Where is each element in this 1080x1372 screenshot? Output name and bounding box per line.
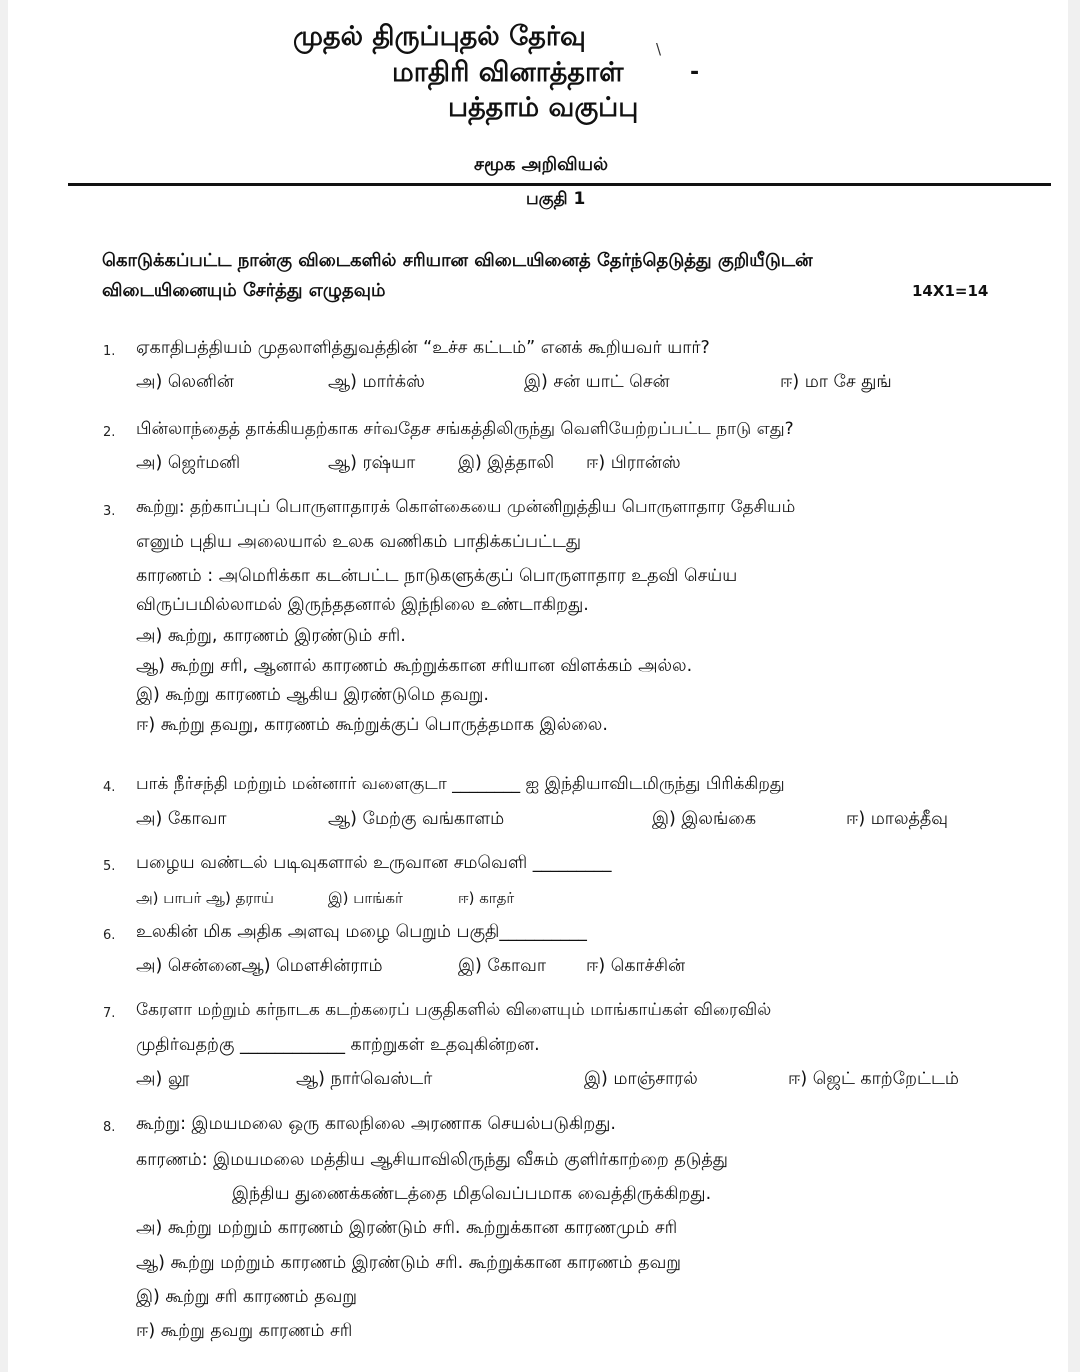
question-number: 6. [103,928,116,943]
option-c: இ) கூற்று காரணம் ஆகிய இரண்டுமெ தவறு. [136,685,489,705]
part-label: பகுதி 1 [526,189,586,209]
option-b: ஆ) மேற்கு வங்காளம் [328,809,505,829]
question-number: 8. [103,1120,116,1135]
header-rule [68,183,1051,186]
assertion-text-cont: எனும் புதிய அலையால் உலக வணிகம் பாதிக்கப்பட்டது [136,532,582,552]
option-a-b: அ) பாபர் ஆ) தராய் [136,889,274,907]
option-a: அ) கோவா [136,809,227,829]
option-c: இ) மாஞ்சாரல் [584,1069,698,1089]
stray-tick-mark: \ [656,40,662,58]
question-text: பழைய வண்டல் படிவுகளால் உருவான சமவெளி _________ [136,853,612,873]
option-b: ஆ) மார்க்ஸ் [328,372,425,392]
paper-type-title: மாதிரி வினாத்தாள் [392,57,624,88]
option-c: இ) சன் யாட் சென் [524,372,670,392]
option-b: ஆ) கூற்று சரி, ஆனால் காரணம் கூற்றுக்கான சரியான விளக்கம் அல்ல. [136,656,693,676]
instruction-line-2: விடையினையும் சேர்த்து எழுதவும் [102,280,386,301]
option-c: இ) இத்தாலி [458,453,555,473]
option-d: ஈ) பிரான்ஸ் [586,453,681,473]
option-d: ஈ) கொச்சின் [586,956,686,976]
instruction-line-1: கொடுக்கப்பட்ட நான்கு விடைகளில் சரியான விடையினைத் தேர்ந்தெடுத்து குறியீடுடன் [102,250,813,271]
option-d: ஈ) மாலத்தீவு [846,809,949,829]
option-c: இ) பாங்கர் [328,889,403,907]
question-text: பாக் நீர்சந்தி மற்றும் மன்னார் வளைகுடா ________ ஐ இந்தியாவிடமிருந்து பிரிக்கிறது [136,774,785,794]
option-a-b: அ) சென்னைஆ) மௌசின்ராம் [136,956,383,976]
option-b: ஆ) ரஷ்யா [328,453,416,473]
question-number: 5. [103,859,116,874]
option-c: இ) கோவா [458,956,547,976]
option-d: ஈ) கூற்று தவறு, காரணம் கூற்றுக்குப் பொருத்தமாக இல்லை. [136,715,608,735]
exam-title: முதல் திருப்புதல் தேர்வு [293,21,586,52]
question-text: உலகின் மிக அதிக அளவு மழை பெறும் பகுதி__________ [136,922,587,942]
option-d: ஈ) மா சே துங் [780,372,892,392]
question-number: 3. [103,504,116,519]
reason-text-cont: இந்திய துணைக்கண்டத்தை மிதவெப்பமாக வைத்திருக்கிறது. [232,1184,712,1204]
option-a: அ) ஜெர்மனி [136,453,241,473]
option-b: ஆ) நார்வெஸ்டர் [296,1069,433,1089]
option-a: அ) லெனின் [136,372,234,392]
question-number: 4. [103,780,116,795]
class-title: பத்தாம் வகுப்பு [448,92,639,123]
option-c: இ) இலங்கை [652,809,757,829]
marks-allocation: 14X1=14 [912,282,989,300]
question-paper-page [8,0,1068,1372]
question-text: கேரளா மற்றும் கர்நாடக கடற்கரைப் பகுதிகளில் விளையும் மாங்காய்கள் விரைவில் [136,1000,772,1020]
option-d: ஈ) கூற்று தவறு காரணம் சரி [136,1321,353,1341]
question-text: பின்லாந்தைத் தாக்கியதற்காக சர்வதேச சங்கத்திலிருந்து வெளியேற்றப்பட்ட நாடு எது? [136,419,794,439]
subject-title: சமூக அறிவியல் [474,154,609,175]
question-text: ஏகாதிபத்தியம் முதலாளித்துவத்தின் “உச்ச கட்டம்” எனக் கூறியவர் யார்? [136,338,710,358]
assertion-text: கூற்று: இமயமலை ஒரு காலநிலை அரணாக செயல்படுகிறது. [136,1114,616,1134]
option-b: ஆ) கூற்று மற்றும் காரணம் இரண்டும் சரி. கூற்றுக்கான காரணம் தவறு [136,1253,681,1273]
option-d: ஈ) காதர் [458,889,515,907]
option-a: அ) கூற்று, காரணம் இரண்டும் சரி. [136,626,406,646]
option-a: அ) லூ [136,1069,190,1089]
reason-text: காரணம்: இமயமலை மத்திய ஆசியாவிலிருந்து வீசும் குளிர்காற்றை தடுத்து [136,1150,728,1170]
assertion-text: கூற்று: தற்காப்புப் பொருளாதாரக் கொள்கையை முன்னிறுத்திய பொருளாதார தேசியம் [136,497,796,517]
option-d: ஈ) ஜெட் காற்றேட்டம் [788,1069,959,1089]
question-number: 2. [103,425,116,440]
question-number: 1. [103,344,116,359]
option-a: அ) கூற்று மற்றும் காரணம் இரண்டும் சரி. கூற்றுக்கான காரணமும் சரி [136,1218,678,1238]
question-text-cont: முதிர்வதற்கு ____________ காற்றுகள் உதவுகின்றன. [136,1035,540,1055]
question-number: 7. [103,1006,116,1021]
reason-text: காரணம் : அமெரிக்கா கடன்பட்ட நாடுகளுக்குப் பொருளாதார உதவி செய்ய [136,566,738,586]
reason-text-cont: விருப்பமில்லாமல் இருந்ததனால் இந்நிலை உண்டாகிறது. [136,595,589,615]
stray-dash-mark: - [690,60,700,85]
option-c: இ) கூற்று சரி காரணம் தவறு [136,1287,357,1307]
